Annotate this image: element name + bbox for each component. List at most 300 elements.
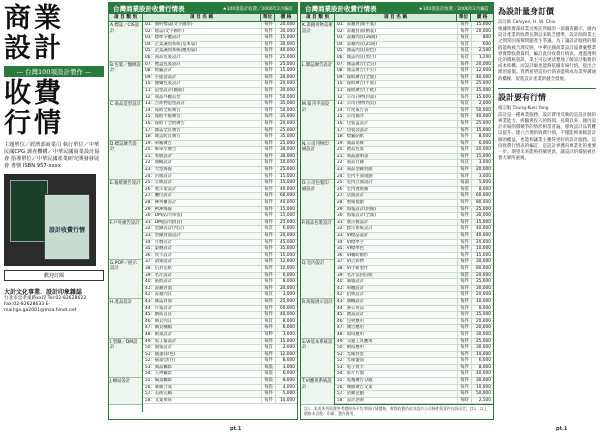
item-unit: 每件 [457, 22, 471, 28]
table-row [143, 398, 297, 405]
item-unit: 每件 [261, 128, 275, 134]
item-name: 08：標籤設計 [145, 68, 172, 74]
item-price: 25,000 [471, 207, 493, 213]
table-row [335, 121, 493, 128]
table-row [335, 174, 493, 181]
item-name: 20：候車亭廣告 [145, 147, 177, 153]
table-row [335, 180, 493, 187]
table-row [143, 325, 297, 332]
item-name: 57：活動企劃 [337, 391, 364, 397]
item-price: 25,000 [471, 121, 493, 127]
panel2-categories [301, 22, 335, 404]
item-price: 30,000 [471, 213, 493, 219]
item-name: 04：企業識別系統(基本篇) [145, 41, 197, 47]
item-price: 15,000 [275, 180, 297, 186]
item-name: 12：商品外觀造型 [145, 94, 181, 100]
book-back-image [10, 180, 48, 242]
item-price: 15,000 [471, 22, 493, 28]
item-price: 40,000 [471, 226, 493, 232]
item-unit: 每件 [261, 154, 275, 160]
item-unit: 每張 [457, 187, 471, 193]
item-unit: 每件 [261, 95, 275, 101]
item-price: 30,000 [471, 332, 493, 338]
panel2-column-headers [301, 14, 493, 22]
table-row [335, 193, 493, 200]
item-name: 46：包材應用 [337, 318, 364, 324]
table-row [335, 378, 493, 385]
item-unit: 每件 [261, 398, 275, 404]
item-name: 41：車體設計 [337, 285, 364, 291]
category-label: B.包裝／醫療設計 [109, 62, 142, 102]
item-price: 3,000 [471, 160, 493, 166]
table-row [143, 121, 297, 128]
item-price: 30,000 [275, 88, 297, 94]
table-row [143, 358, 297, 365]
item-name: 21：看板設計 [145, 153, 172, 159]
item-price: 10,000 [275, 266, 297, 272]
item-name: 34：月曆設計 [145, 239, 172, 245]
item-unit: 每件 [261, 48, 275, 54]
table-row [143, 141, 297, 148]
table-row [143, 246, 297, 253]
item-name: 19：車廂廣告 [145, 140, 172, 146]
item-price: 12,000 [275, 259, 297, 265]
item-price: 3,000 [275, 332, 297, 338]
item-price: 1,200 [471, 55, 493, 61]
item-price: 50,000 [471, 391, 493, 397]
item-unit: 每張 [261, 371, 275, 377]
item-unit: 每頁 [261, 292, 275, 298]
table-row [335, 75, 493, 82]
table-row [143, 240, 297, 247]
table-row [335, 371, 493, 378]
table-row [335, 55, 493, 62]
table-row [335, 391, 493, 398]
item-name: 38：VI手冊製作 [337, 265, 369, 271]
item-price: 12,000 [471, 68, 493, 74]
item-name: 05：雜誌內頁(彩色) [337, 48, 376, 54]
item-name: 16：包裝盒設計 [337, 120, 369, 126]
item-price: 15,000 [471, 253, 493, 259]
item-unit: 每件 [457, 279, 471, 285]
item-unit: 每件 [457, 240, 471, 246]
item-name: 10：醫藥包裝設計 [145, 81, 181, 87]
table-row [143, 220, 297, 227]
category-label: D.標誌廣告設計 [109, 141, 142, 181]
table-row [335, 213, 493, 220]
item-unit: 每件 [261, 62, 275, 68]
item-price: 45,000 [275, 240, 297, 246]
table-row [335, 220, 493, 227]
article1-title: 為設計量身訂價 [498, 7, 554, 16]
col-category: 項 目 類 別 [109, 14, 143, 21]
item-price: 60,000 [275, 193, 297, 199]
item-unit: 每套 [457, 273, 471, 279]
item-unit: 每件 [261, 29, 275, 35]
item-name: 09：手提袋設計 [145, 74, 177, 80]
articles-column [498, 4, 596, 420]
table-row [335, 358, 493, 365]
item-name: 37：VI吉祥物 [337, 259, 364, 265]
table-row [143, 306, 297, 313]
item-price: 35,000 [275, 114, 297, 120]
item-unit: 每件 [261, 88, 275, 94]
item-name: 48：環境應用 [337, 331, 364, 337]
table-row [143, 200, 297, 207]
item-price: 4,000 [275, 385, 297, 391]
col-price: 價 格 [476, 15, 488, 20]
item-price: 15,000 [471, 312, 493, 318]
item-unit: 每時 [457, 398, 471, 404]
item-price: 8,000 [275, 378, 297, 384]
category-label: J.網站設計 [109, 378, 142, 404]
item-price: 6,000 [471, 141, 493, 147]
item-name: 50：簡報設計 [145, 345, 172, 351]
item-unit: 每件 [457, 29, 471, 35]
item-unit: 每件 [457, 88, 471, 94]
item-price: 20,000 [471, 29, 493, 35]
item-name: 42：書籍內頁 [145, 292, 172, 298]
table-row [335, 128, 493, 135]
item-name: 12：公司刊物(封面) [337, 94, 376, 100]
item-unit: 每件 [261, 167, 275, 173]
category-label: L.雜誌廣告設計 [301, 62, 334, 102]
table-row [143, 332, 297, 339]
table-row [335, 95, 493, 102]
col-price: 價 格 [280, 15, 292, 20]
table-row [143, 22, 297, 29]
item-unit: 每件 [457, 332, 471, 338]
item-price: 35,000 [275, 134, 297, 140]
item-price: 30,000 [275, 29, 297, 35]
item-unit: 每件 [457, 193, 471, 199]
table-row [143, 233, 297, 240]
item-unit: 每件 [457, 207, 471, 213]
item-price: 25,000 [275, 55, 297, 61]
category-label: R.海報展示設計 [301, 299, 334, 339]
category-label: A.標誌／CIS設計 [109, 22, 142, 62]
item-unit: 每件 [261, 134, 275, 140]
item-unit: 每件 [261, 101, 275, 107]
item-name: 25：立牌設計 [145, 180, 172, 186]
table-row [335, 29, 493, 36]
publisher-name: 大計文化事業．設計印象雜誌 [4, 289, 83, 296]
item-unit: 每件 [457, 385, 471, 391]
item-price: 50,000 [275, 108, 297, 114]
table-row [143, 259, 297, 266]
item-unit: 每件 [457, 134, 471, 140]
item-price: 3,000 [275, 365, 297, 371]
table-row [143, 312, 297, 319]
table-row [143, 292, 297, 299]
col-unit: 單位 [261, 14, 275, 21]
item-name: 28：陳列櫃設計 [145, 200, 177, 206]
item-unit: 每件 [457, 220, 471, 226]
item-name: 35：VI標準色 [337, 246, 364, 252]
item-price: 15,000 [275, 68, 297, 74]
item-name: 49：電子報設計 [145, 338, 177, 344]
item-unit: 每件 [457, 365, 471, 371]
item-price: 8,000 [275, 279, 297, 285]
table-row [335, 273, 493, 280]
item-price: 30,000 [471, 286, 493, 292]
table-row [335, 332, 493, 339]
item-unit: 每件 [261, 339, 275, 345]
category-label: P.商品包裝設計 [301, 220, 334, 260]
table-row [335, 160, 493, 167]
table-row [335, 306, 493, 313]
table-row [143, 213, 297, 220]
promo-title-line4: 行情 [4, 108, 64, 139]
promo-blurb: 主題單位／經濟部商業司 執行單位／中華民國CPG 調查機構／中華民國商業設計協會 指導單位／中華民國產業研究開發發展會 書號 ISBN 957-xxxx [4, 142, 100, 169]
item-price: 6,000 [275, 273, 297, 279]
item-name: 22：商品目錄 [337, 160, 364, 166]
item-name: 30：海報設計(全開) [337, 213, 376, 219]
panel2-header [301, 3, 493, 14]
table-row [143, 108, 297, 115]
table-row [335, 246, 493, 253]
item-unit: 每頁 [457, 55, 471, 61]
item-unit: 每件 [261, 286, 275, 292]
item-unit: 每件 [261, 193, 275, 199]
table-row [143, 42, 297, 49]
item-price: 60,000 [471, 193, 493, 199]
table-row [143, 174, 297, 181]
item-unit: 每件 [261, 253, 275, 259]
item-price: 20,000 [275, 75, 297, 81]
panel1-categories [109, 22, 143, 412]
table-row [335, 319, 493, 326]
item-name: 44：年報設計 [145, 305, 172, 311]
table-row [143, 266, 297, 273]
item-price: 35,000 [275, 246, 297, 252]
item-price: 20,000 [471, 319, 493, 325]
item-unit: 每件 [457, 154, 471, 160]
item-price: 10,000 [471, 299, 493, 305]
item-price: 25,000 [275, 62, 297, 68]
item-unit: 每件 [457, 95, 471, 101]
item-name: 19：商品吊牌 [337, 140, 364, 146]
item-unit: 每頁 [457, 160, 471, 166]
table-row [335, 240, 493, 247]
item-name: 22：旗幟設計 [145, 160, 172, 166]
table-row [335, 339, 493, 346]
item-price: 20,000 [275, 81, 297, 87]
item-name: 34：VI標準字 [337, 239, 364, 245]
item-name: 57：美術完稿 [145, 391, 172, 397]
item-unit: 每張 [261, 378, 275, 384]
table-row [143, 319, 297, 326]
item-price: 800 [471, 35, 493, 41]
table-row [143, 134, 297, 141]
item-unit: 每件 [261, 147, 275, 153]
item-unit: 每件 [261, 75, 275, 81]
col-name: 項 目 名 稱 [143, 14, 261, 21]
item-price: 10,000 [275, 160, 297, 166]
col-unit: 單位 [457, 14, 471, 21]
item-price: 15,000 [275, 174, 297, 180]
item-name: 30：DM設計(單張) [145, 213, 183, 219]
item-unit: 每件 [261, 391, 275, 397]
item-price: 20,000 [471, 325, 493, 331]
item-name: 43：雜誌封面 [145, 298, 172, 304]
item-name: 33：VI標誌設計 [337, 233, 369, 238]
item-name: 52：插畫(黑白) [145, 358, 176, 364]
item-name: 47：廣告應用 [337, 325, 364, 331]
item-price: 20,000 [275, 286, 297, 292]
item-unit: 每件 [457, 108, 471, 114]
item-unit: 每件 [457, 371, 471, 377]
item-unit: 每件 [457, 325, 471, 331]
item-unit: 每頁 [261, 226, 275, 232]
table-row [143, 345, 297, 352]
category-label: Q.室內設計 [301, 260, 334, 300]
item-price: 40,000 [275, 200, 297, 206]
table-row [143, 226, 297, 233]
category-label: I.型錄／DM設計 [109, 339, 142, 379]
publisher-info: 台北市忠孝東路xx段 Tel:02-82628622 Fax:02-82628633 E-mail:ga.ga2001@msa.hinet.net [4, 296, 87, 313]
table-row [143, 253, 297, 260]
item-price: 10,000 [471, 352, 493, 358]
item-unit: 每件 [457, 233, 471, 239]
item-name: 02：標誌(文字圖形) [145, 28, 184, 34]
table-row [335, 200, 493, 207]
item-unit: 每張 [261, 365, 275, 371]
item-unit: 每秒 [261, 332, 275, 338]
item-name: 37：請柬設計 [145, 259, 172, 265]
table-row [143, 62, 297, 69]
item-price: 40,000 [471, 75, 493, 81]
item-name: 27：店面設計 [337, 193, 364, 199]
table-row [335, 42, 493, 49]
item-unit: 每件 [261, 220, 275, 226]
book-front-image [44, 194, 90, 260]
table-row [143, 279, 297, 286]
table-row [143, 88, 297, 95]
item-unit: 每件 [261, 22, 275, 28]
table-row [143, 75, 297, 82]
category-label: G.POP／展示設計 [109, 260, 142, 300]
table-row [143, 299, 297, 306]
item-price: 20,000 [471, 167, 493, 173]
item-unit: 每件 [261, 200, 275, 206]
panel2-title: 台灣商業設計收費行情表 [305, 5, 377, 13]
item-unit: 每件 [457, 213, 471, 219]
price-table-panel-2 [300, 2, 494, 420]
item-unit: 每件 [261, 279, 275, 285]
table-row [143, 391, 297, 398]
item-name: 36：賀卡設計 [145, 252, 172, 258]
item-name: 54：人物攝影 [145, 371, 172, 377]
table-row [335, 226, 493, 233]
item-name: 46：網頁內頁 [145, 318, 172, 324]
table-row [335, 154, 493, 161]
table-row [335, 141, 493, 148]
table-row [143, 48, 297, 55]
item-name: 26：展示架設計 [145, 186, 177, 192]
table-row [143, 95, 297, 102]
item-price: 20,000 [471, 62, 493, 68]
item-name: 04：書籍內頁(25開) [337, 41, 378, 47]
item-price: 20,000 [471, 292, 493, 298]
category-label: O.公司包裝印刷設計 [301, 180, 334, 220]
col-category: 項 目 類 別 [301, 14, 335, 21]
item-price: 25,000 [471, 339, 493, 345]
item-unit: 每件 [457, 378, 471, 384]
table-row [143, 160, 297, 167]
item-price: 2,000 [275, 345, 297, 351]
item-name: 09：報紙廣告(全版) [337, 74, 376, 80]
item-price: 25,000 [275, 220, 297, 226]
item-price: 40,000 [471, 114, 493, 120]
item-name: 36：VI輔助圖形 [337, 252, 369, 258]
panel2-rows [335, 22, 493, 404]
item-price: 40,000 [471, 371, 493, 377]
item-price: 600 [471, 42, 493, 48]
item-price: 30,000 [471, 345, 493, 351]
item-name: 02：書籍封面(精裝) [337, 28, 376, 34]
item-price: 8,000 [275, 358, 297, 364]
table-row [143, 378, 297, 385]
item-price: 3,000 [471, 174, 493, 180]
item-price: 40,000 [275, 312, 297, 318]
subscribe-label: 歡迎訂閱 [4, 270, 104, 281]
item-price: 25,000 [471, 81, 493, 87]
page-number-left: pt.1 [230, 426, 242, 432]
item-price: 20,000 [471, 147, 493, 153]
page-number-right: pt.1 [556, 426, 568, 432]
item-unit: 每件 [261, 240, 275, 246]
item-price: 80,000 [471, 200, 493, 206]
table-row [335, 114, 493, 121]
table-row [143, 154, 297, 161]
promo-title-line2: 設計 [4, 33, 64, 64]
item-unit: 每件 [457, 200, 471, 206]
table-row [143, 339, 297, 346]
table-row [335, 292, 493, 299]
table-row [335, 147, 493, 154]
item-unit: 每件 [457, 128, 471, 134]
item-unit: 每件 [457, 253, 471, 259]
item-price: 25,000 [275, 141, 297, 147]
item-name: 23：商品型錄封面 [337, 167, 373, 173]
item-price: 15,000 [275, 207, 297, 213]
category-label: T.VI應用系統設計 [301, 378, 334, 404]
item-unit: 每件 [457, 299, 471, 305]
item-price: 6,000 [275, 371, 297, 377]
item-unit: 每件 [457, 339, 471, 345]
table-row [143, 273, 297, 280]
panel1-note: ★100項設計收費／2006年2月編訂 [222, 6, 293, 12]
item-unit: 每件 [261, 299, 275, 305]
item-name: 53：商品攝影 [145, 364, 172, 370]
item-unit: 每件 [457, 352, 471, 358]
item-price: 8,000 [471, 187, 493, 193]
table-row [335, 352, 493, 359]
item-unit: 每件 [261, 55, 275, 61]
item-name: 55：電視廣告分鏡 [337, 378, 373, 384]
item-price: 6,000 [471, 358, 493, 364]
table-row [143, 286, 297, 293]
item-name: 29：海報設計(對開) [337, 206, 376, 212]
item-price: 6,000 [275, 226, 297, 232]
item-price: 2,500 [471, 48, 493, 54]
item-unit: 每件 [457, 147, 471, 153]
item-price: 40,000 [275, 48, 297, 54]
item-unit: 每件 [261, 42, 275, 48]
item-unit: 每件 [261, 246, 275, 252]
item-price: 15,000 [471, 220, 493, 226]
